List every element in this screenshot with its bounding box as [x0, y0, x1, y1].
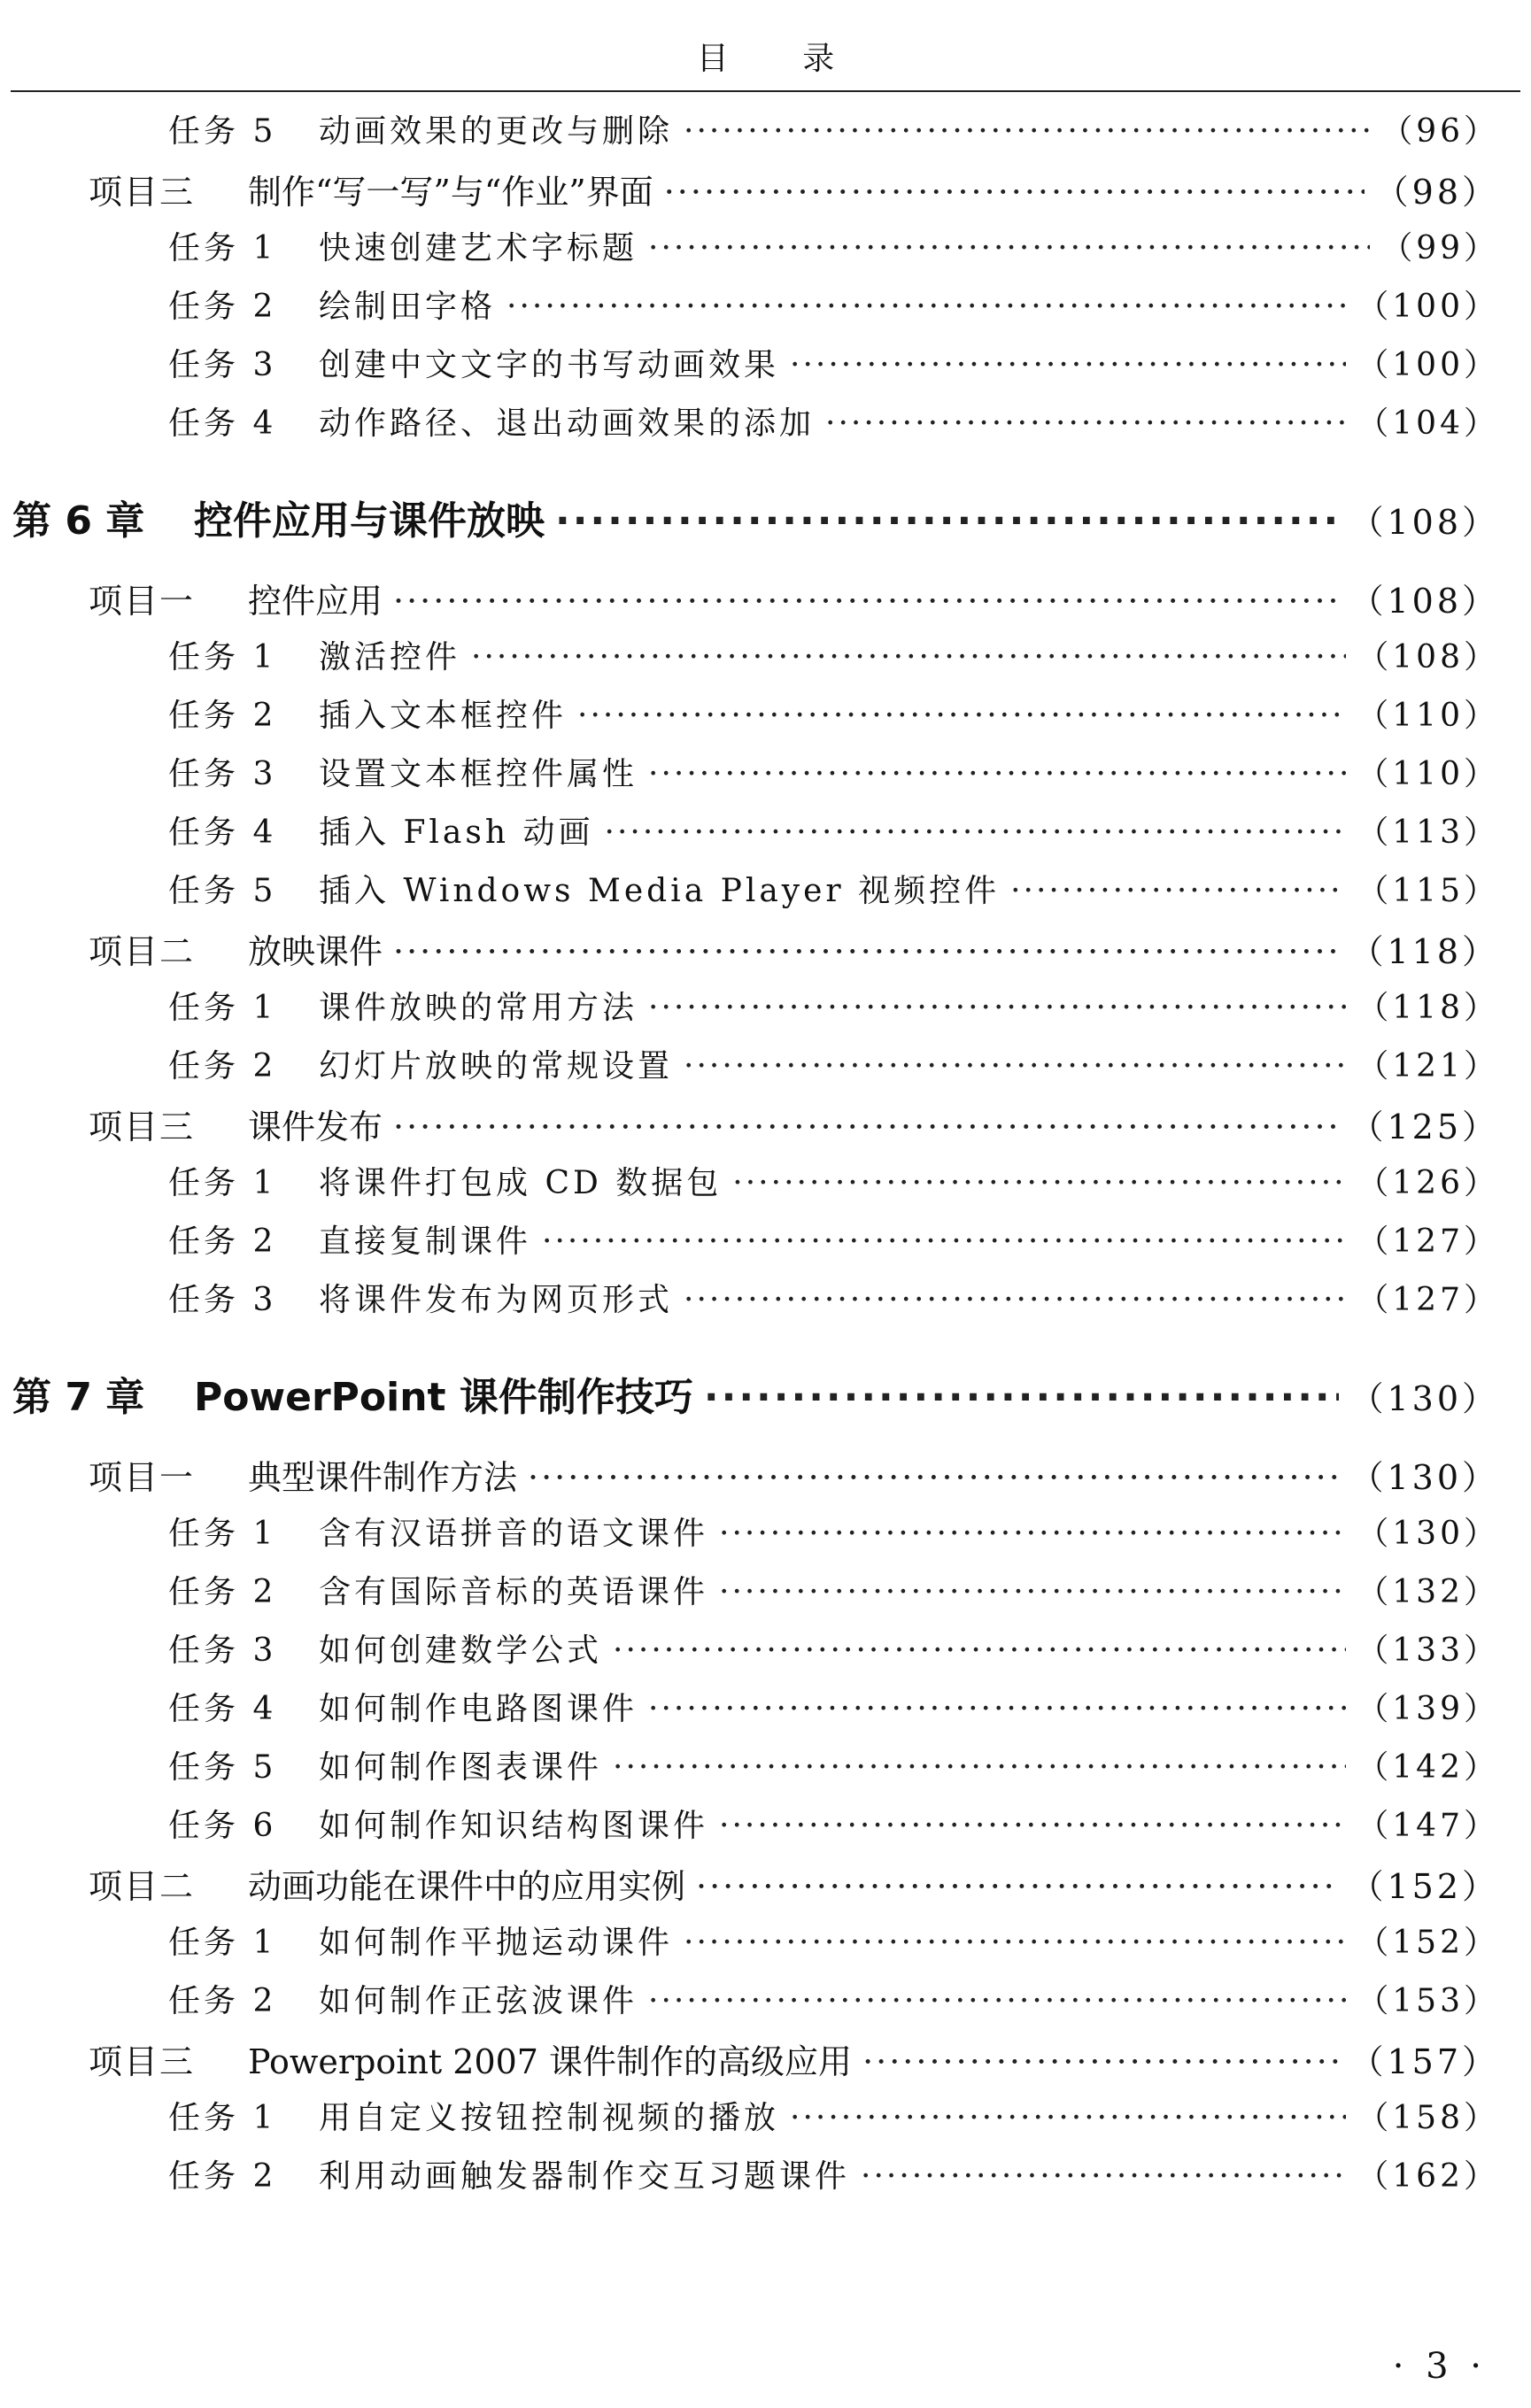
toc-entry-title: 含有汉语拼音的语文课件	[319, 1516, 709, 1552]
toc-entry-title: 如何制作正弦波课件	[319, 1983, 638, 2019]
toc-entry-number: 任务 2	[168, 289, 277, 325]
toc-entry-title: 创建中文文字的书写动画效果	[319, 347, 780, 383]
toc-entry-title: 课件发布	[248, 1108, 383, 1146]
toc-leader-dots	[696, 1867, 1339, 1906]
toc-leader-dots	[704, 1375, 1340, 1420]
toc-task-entry[interactable]	[168, 1742, 1499, 1787]
toc-entry-title: 控件应用与课件放映	[194, 498, 545, 544]
toc-entry-title: 典型课件制作方法	[248, 1458, 518, 1497]
toc-entry-number: 项目二	[89, 1867, 196, 1906]
toc-task-entry[interactable]	[168, 1625, 1499, 1671]
toc-task-entry[interactable]	[168, 1684, 1499, 1729]
toc-entry-page: （157）	[1349, 2042, 1499, 2081]
toc-entry-page: （104）	[1357, 405, 1499, 442]
toc-task-entry[interactable]	[168, 1801, 1499, 1846]
toc-entry-title: 插入文本框控件	[319, 698, 568, 734]
toc-entry-number: 任务 2	[168, 1983, 277, 2019]
toc-task-entry[interactable]	[168, 807, 1499, 853]
toc-leader-dots	[684, 1925, 1346, 1961]
toc-leader-dots	[471, 639, 1346, 675]
toc-project-entry[interactable]	[89, 165, 1499, 213]
toc-leader-dots	[719, 1516, 1346, 1552]
toc-leader-dots	[605, 814, 1347, 851]
toc-leader-dots	[719, 1808, 1346, 1844]
toc-entry-page: （125）	[1349, 1108, 1499, 1146]
toc-entry-title: 将课件发布为网页形式	[319, 1282, 674, 1318]
toc-entry-title: 绘制田字格	[319, 289, 497, 325]
toc-entry-page: （152）	[1349, 1867, 1499, 1906]
toc-task-entry[interactable]	[168, 1275, 1499, 1320]
toc-entry-page: （130）	[1357, 1516, 1499, 1552]
toc-entry-page: （99）	[1380, 230, 1499, 266]
toc-entry-page: （108）	[1349, 503, 1499, 542]
toc-project-entry[interactable]	[89, 1100, 1499, 1148]
toc-entry-title: 激活控件	[319, 639, 461, 675]
toc-entry-number: 任务 1	[168, 1516, 277, 1552]
toc-leader-dots	[393, 582, 1339, 621]
toc-leader-dots	[393, 932, 1339, 971]
toc-entry-title: 直接复制课件	[319, 1223, 532, 1260]
toc-entry-number: 任务 6	[168, 1808, 277, 1844]
toc-entry-number: 任务 4	[168, 405, 277, 442]
toc-entry-page: （110）	[1357, 756, 1499, 792]
toc-entry-title: 动画功能在课件中的应用实例	[248, 1867, 686, 1906]
toc-entry-page: （100）	[1357, 347, 1499, 383]
toc-project-entry[interactable]	[89, 574, 1499, 622]
toc-entry-page: （98）	[1374, 173, 1499, 212]
toc-leader-dots	[684, 1282, 1346, 1318]
toc-leader-dots	[613, 1632, 1346, 1669]
toc-entry-number: 项目三	[89, 173, 196, 212]
toc-chapter-entry[interactable]	[12, 489, 1499, 545]
toc-entry-title: 课件放映的常用方法	[319, 990, 638, 1026]
toc-leader-dots	[664, 173, 1365, 212]
toc-leader-dots	[684, 1048, 1346, 1084]
toc-entry-title: 利用动画触发器制作交互习题课件	[319, 2158, 851, 2195]
toc-entry-title: 控件应用	[248, 582, 383, 621]
toc-leader-dots	[506, 289, 1346, 325]
toc-leader-dots	[577, 698, 1346, 734]
toc-task-entry[interactable]	[168, 1918, 1499, 1963]
toc-entry-number: 任务 3	[168, 347, 277, 383]
toc-entry-number: 任务 5	[168, 873, 277, 909]
toc-leader-dots	[862, 2042, 1339, 2081]
toc-entry-page: （110）	[1357, 698, 1499, 734]
toc-leader-dots	[790, 2100, 1346, 2136]
toc-leader-dots	[528, 1458, 1339, 1497]
toc-entry-page: （147）	[1357, 1808, 1499, 1844]
toc-leader-dots	[732, 1165, 1346, 1201]
toc-entry-number: 项目一	[89, 582, 196, 621]
toc-entry-title: 如何制作知识结构图课件	[319, 1808, 709, 1844]
toc-entry-number: 任务 5	[168, 1749, 277, 1786]
toc-chapter-entry[interactable]	[12, 1365, 1499, 1422]
toc-task-entry[interactable]	[168, 691, 1499, 736]
toc-entry-page: （162）	[1357, 2158, 1499, 2195]
toc-entry-number: 任务 1	[168, 2100, 277, 2136]
toc-entry-page: （132）	[1357, 1574, 1499, 1610]
page-header-title: 目 录	[696, 41, 867, 77]
toc-entry-page: （96）	[1380, 113, 1499, 150]
toc-entry-number: 任务 2	[168, 1223, 277, 1260]
toc-leader-dots	[1010, 873, 1346, 909]
toc-leader-dots	[555, 498, 1339, 544]
toc-entry-title: 放映课件	[248, 932, 383, 971]
toc-entry-title: 用自定义按钮控制视频的播放	[319, 2100, 780, 2136]
toc-task-entry[interactable]	[168, 1158, 1499, 1203]
toc-project-entry[interactable]	[89, 1859, 1499, 1908]
toc-project-entry[interactable]	[89, 2034, 1499, 2083]
toc-entry-page: （113）	[1357, 814, 1499, 851]
toc-leader-dots	[684, 113, 1370, 150]
toc-leader-dots	[825, 405, 1346, 442]
toc-task-entry[interactable]	[168, 1041, 1499, 1086]
toc-entry-page: （142）	[1357, 1749, 1499, 1786]
toc-entry-number: 任务 2	[168, 1048, 277, 1084]
toc-entry-number: 任务 2	[168, 1574, 277, 1610]
toc-entry-page: （108）	[1357, 639, 1499, 675]
toc-entry-page: （100）	[1357, 289, 1499, 325]
toc-entry-number: 任务 3	[168, 1632, 277, 1669]
toc-entry-title: 动作路径、退出动画效果的添加	[319, 405, 816, 442]
toc-entry-title: 动画效果的更改与删除	[319, 113, 674, 150]
toc-task-entry[interactable]	[168, 223, 1499, 268]
toc-leader-dots	[648, 230, 1370, 266]
toc-entry-number: 任务 1	[168, 639, 277, 675]
toc-entry-title: 如何制作平抛运动课件	[319, 1925, 674, 1961]
toc-entry-page: （127）	[1357, 1282, 1499, 1318]
toc-leader-dots	[648, 1691, 1346, 1727]
toc-entry-title: 插入 Flash 动画	[319, 814, 594, 851]
toc-leader-dots	[648, 756, 1346, 792]
toc-entry-page: （126）	[1357, 1165, 1499, 1201]
toc-entry-number: 第 7 章	[12, 1375, 145, 1420]
toc-task-entry[interactable]	[168, 340, 1499, 385]
toc-entry-number: 项目三	[89, 2042, 196, 2081]
toc-entry-page: （130）	[1349, 1379, 1499, 1418]
toc-entry-page: （118）	[1357, 990, 1499, 1026]
toc-entry-page: （115）	[1357, 873, 1499, 909]
toc-entry-number: 任务 1	[168, 1925, 277, 1961]
toc-entry-title: 如何制作电路图课件	[319, 1691, 638, 1727]
toc-entry-title: 幻灯片放映的常规设置	[319, 1048, 674, 1084]
toc-task-entry[interactable]	[168, 1509, 1499, 1554]
toc-task-entry[interactable]	[168, 983, 1499, 1028]
toc-entry-page: （133）	[1357, 1632, 1499, 1669]
toc-leader-dots	[719, 1574, 1346, 1610]
toc-entry-number: 任务 5	[168, 113, 277, 150]
toc-entry-title: 快速创建艺术字标题	[319, 230, 638, 266]
toc-entry-page: （108）	[1349, 582, 1499, 621]
toc-task-entry[interactable]	[168, 2151, 1499, 2196]
toc-task-entry[interactable]	[168, 749, 1499, 794]
toc-entry-title: 含有国际音标的英语课件	[319, 1574, 709, 1610]
toc-project-entry[interactable]	[89, 924, 1499, 973]
toc-leader-dots	[861, 2158, 1346, 2195]
toc-entry-number: 任务 1	[168, 230, 277, 266]
toc-leader-dots	[613, 1749, 1346, 1786]
toc-leader-dots	[393, 1108, 1339, 1146]
toc-entry-page: （118）	[1349, 932, 1499, 971]
toc-task-entry[interactable]	[168, 106, 1499, 151]
toc-entry-page: （153）	[1357, 1983, 1499, 2019]
toc-entry-page: （130）	[1349, 1458, 1499, 1497]
toc-entry-page: （158）	[1357, 2100, 1499, 2136]
toc-entry-title: 如何创建数学公式	[319, 1632, 603, 1669]
toc-entry-number: 项目三	[89, 1108, 196, 1146]
toc-entry-number: 第 6 章	[12, 498, 145, 544]
toc-task-entry[interactable]	[168, 1976, 1499, 2021]
toc-task-entry[interactable]	[168, 1567, 1499, 1612]
toc-task-entry[interactable]	[168, 398, 1499, 444]
toc-project-entry[interactable]	[89, 1450, 1499, 1499]
toc-entry-number: 任务 2	[168, 698, 277, 734]
toc-leader-dots	[790, 347, 1346, 383]
toc-leader-dots	[648, 1983, 1346, 2019]
toc-entry-number: 任务 2	[168, 2158, 277, 2195]
toc-entry-page: （152）	[1357, 1925, 1499, 1961]
toc-entry-number: 任务 1	[168, 1165, 277, 1201]
toc-entry-number: 任务 1	[168, 990, 277, 1026]
toc-entry-title: PowerPoint 课件制作技巧	[194, 1375, 693, 1420]
toc-entry-number: 项目二	[89, 932, 196, 971]
toc-task-entry[interactable]	[168, 632, 1499, 677]
toc-task-entry[interactable]	[168, 282, 1499, 327]
page-number: · 3 ·	[1392, 2346, 1487, 2387]
toc-entry-number: 项目一	[89, 1458, 196, 1497]
toc-entry-title: Powerpoint 2007 课件制作的高级应用	[248, 2042, 853, 2081]
toc-entry-page: （121）	[1357, 1048, 1499, 1084]
toc-task-entry[interactable]	[168, 1216, 1499, 1262]
toc-entry-title: 设置文本框控件属性	[319, 756, 638, 792]
toc-entry-number: 任务 3	[168, 756, 277, 792]
toc-entry-page: （139）	[1357, 1691, 1499, 1727]
toc-entry-title: 如何制作图表课件	[319, 1749, 603, 1786]
toc-entry-number: 任务 3	[168, 1282, 277, 1318]
toc-entry-title: 制作“写一写”与“作业”界面	[248, 173, 653, 212]
toc-entry-title: 插入 Windows Media Player 视频控件	[319, 873, 1001, 909]
toc-entry-page: （127）	[1357, 1223, 1499, 1260]
toc-entry-number: 任务 4	[168, 814, 277, 851]
toc-leader-dots	[648, 990, 1346, 1026]
toc-task-entry[interactable]	[168, 866, 1499, 911]
toc-entry-title: 将课件打包成 CD 数据包	[319, 1165, 723, 1201]
toc-entry-number: 任务 4	[168, 1691, 277, 1727]
toc-leader-dots	[542, 1223, 1346, 1260]
header-divider	[11, 90, 1520, 92]
toc-task-entry[interactable]	[168, 2093, 1499, 2138]
